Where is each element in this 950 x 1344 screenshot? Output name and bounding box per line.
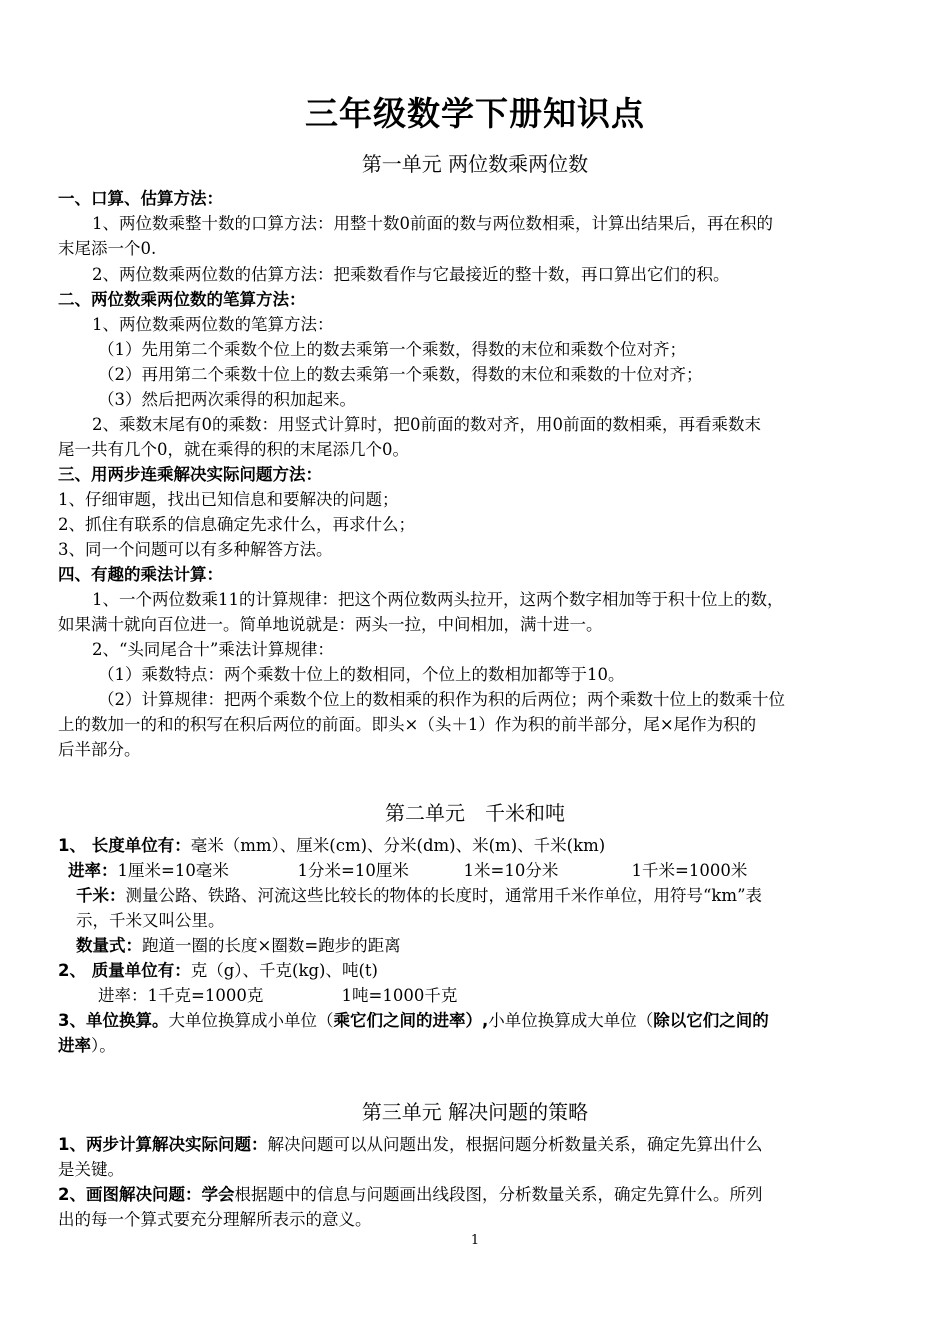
- unit2-conversion-bold: 除以它们之间的: [653, 1011, 769, 1030]
- unit2-conversion-text: ）。: [91, 1036, 116, 1055]
- unit1-s3-line1: 1、仔细审题，找出已知信息和要解决的问题；: [58, 490, 399, 509]
- unit1-s4-line1b: 如果满十就向百位进一。简单地说就是：两头一拉，中间相加，满十进一。: [58, 615, 603, 634]
- unit1-s4-line4c: 后半部分。: [58, 740, 141, 759]
- unit2-conversion-text: ）,: [465, 1011, 489, 1030]
- unit2-conversion-text: 小单位换算成大单位（: [488, 1011, 654, 1030]
- unit3-item2-text-a: 根据题中的信息与问题画出线段图，分析数量关系，确定先算什么。所列: [234, 1185, 763, 1204]
- unit3-item2-line-a: [58, 1183, 892, 1207]
- unit2-mass-rate-item: 1千克=1000克: [147, 986, 264, 1005]
- unit1-section2-heading: 二、两位数乘两位数的笔算方法：: [58, 290, 306, 309]
- unit2-formula-text: 跑道一圈的长度×圈数=跑步的距离: [142, 936, 401, 955]
- unit2-km-text-b: 示，千米又叫公里。: [76, 911, 225, 930]
- unit2-mass-rates: [98, 984, 932, 1008]
- unit1-section3-heading: 三、用两步连乘解决实际问题方法：: [58, 465, 322, 484]
- unit2-heading: 第二单元 千米和吨: [385, 801, 565, 825]
- unit2-km-definition: [76, 884, 910, 908]
- unit1-s2-line5b: 尾一共有几个0，就在乘得的积的末尾添几个0。: [58, 440, 409, 459]
- unit1-s2-line1: 1、两位数乘两位数的笔算方法：: [92, 315, 334, 334]
- unit2-rate-item: 1千米=1000米: [631, 861, 748, 880]
- unit2-formula-label: 数量式：: [76, 936, 142, 955]
- unit3-item1-text-b: 是关键。: [58, 1160, 124, 1179]
- unit3-item1-text-a: 解决问题可以从问题出发，根据问题分析数量关系，确定先算出什么: [267, 1135, 763, 1154]
- unit1-section4-heading: 四、有趣的乘法计算：: [58, 565, 223, 584]
- unit3-item1-label: 1、两步计算解决实际问题：: [58, 1135, 268, 1154]
- unit1-section1-heading: 一、口算、估算方法：: [58, 189, 223, 208]
- unit2-mass-text: 克（g）、千克(kg)、吨(t): [190, 961, 378, 980]
- unit2-mass-rate-item: 1吨=1000千克: [341, 986, 458, 1005]
- unit2-length-text: 毫米（mm）、厘米(cm)、分米(dm)、米(m)、千米(km): [190, 836, 606, 855]
- unit2-length-rates: [68, 859, 902, 883]
- unit2-length-units: [58, 834, 892, 858]
- unit3-item2-text-b: 出的每一个算式要充分理解所表示的意义。: [58, 1210, 372, 1229]
- unit3-item2-label: 2、画图解决问题：: [58, 1185, 202, 1204]
- unit1-s4-line2: 2、“头同尾合十”乘法计算规律：: [92, 640, 334, 659]
- unit2-length-label: 1、 长度单位有：: [58, 836, 191, 855]
- unit1-s4-line1a: 1、一个两位数乘11的计算规律：把这个两位数两头拉开，这两个数字相加等于积十位上的数，: [92, 590, 784, 609]
- unit3-item2-bold: 学会: [201, 1185, 235, 1204]
- unit2-km-text-a: 测量公路、铁路、河流这些比较长的物体的长度时，通常用千米作单位，用符号“km”表: [125, 886, 763, 905]
- unit3-item1-line-a: [58, 1133, 892, 1157]
- unit1-s4-line4a: （2）计算规律：把两个乘数个位上的数相乘的积作为积的后两位；两个乘数十位上的数乘十位: [98, 690, 785, 709]
- unit2-mass-label: 2、 质量单位有：: [58, 961, 191, 980]
- unit2-conversion-label: 3、单位换算。: [58, 1011, 169, 1030]
- unit2-mass-rate-label: 进率：: [98, 986, 148, 1005]
- unit1-s2-line2: （1）先用第二个乘数个位上的数去乘第一个乘数，得数的末位和乘数个位对齐；: [98, 340, 686, 359]
- unit2-formula: [76, 934, 910, 958]
- unit1-s2-line3: （2）再用第二个乘数十位上的数去乘第一个乘数，得数的末位和乘数的十位对齐；: [98, 365, 703, 384]
- unit1-s4-line3: （1）乘数特点：两个乘数十位上的数相同，个位上的数相加都等于10。: [98, 665, 625, 684]
- unit2-conversion-bold: 进率: [58, 1036, 91, 1055]
- page-number: 1: [470, 1233, 480, 1248]
- unit1-s2-line5a: 2、乘数末尾有0的乘数：用竖式计算时，把0前面的数对齐，用0前面的数相乘，再看乘数末: [92, 415, 761, 434]
- unit1-heading: 第一单元 两位数乘两位数: [361, 152, 589, 176]
- unit3-heading: 第三单元 解决问题的策略: [361, 1100, 589, 1124]
- unit1-s2-line4: （3）然后把两次乘得的积加起来。: [98, 390, 356, 409]
- unit2-conversion-line-a: [58, 1009, 892, 1033]
- unit2-km-label: 千米：: [76, 886, 126, 905]
- unit2-conversion-bold: 乘它们之间的进率: [333, 1011, 466, 1030]
- unit2-rate-item: 1分米=10厘米: [297, 861, 409, 880]
- unit2-rate-item: 1米=10分米: [463, 861, 559, 880]
- page-title: 三年级数学下册知识点: [305, 94, 645, 133]
- unit1-s3-line2: 2、抓住有联系的信息确定先求什么，再求什么；: [58, 515, 415, 534]
- unit1-s1-line1b: 末尾添一个0.: [58, 239, 157, 258]
- unit1-s1-line2: 2、两位数乘两位数的估算方法：把乘数看作与它最接近的整十数，再口算出它们的积。: [92, 265, 730, 284]
- unit1-s4-line4b: 上的数加一的和的积写在积后两位的前面。即头×（头＋1）作为积的前半部分，尾×尾作为积的: [58, 715, 757, 734]
- unit1-s3-line3: 3、同一个问题可以有多种解答方法。: [58, 540, 333, 559]
- unit2-conversion-text: 大单位换算成小单位（: [168, 1011, 334, 1030]
- unit2-rate-label: 进率：: [68, 861, 118, 880]
- unit2-conversion-line-b: [58, 1034, 892, 1058]
- unit2-rate-item: 1厘米=10毫米: [117, 861, 229, 880]
- unit1-s1-line1a: 1、两位数乘整十数的口算方法：用整十数0前面的数与两位数相乘，计算出结果后，再在积的: [92, 214, 773, 233]
- unit2-mass-units: [58, 959, 892, 983]
